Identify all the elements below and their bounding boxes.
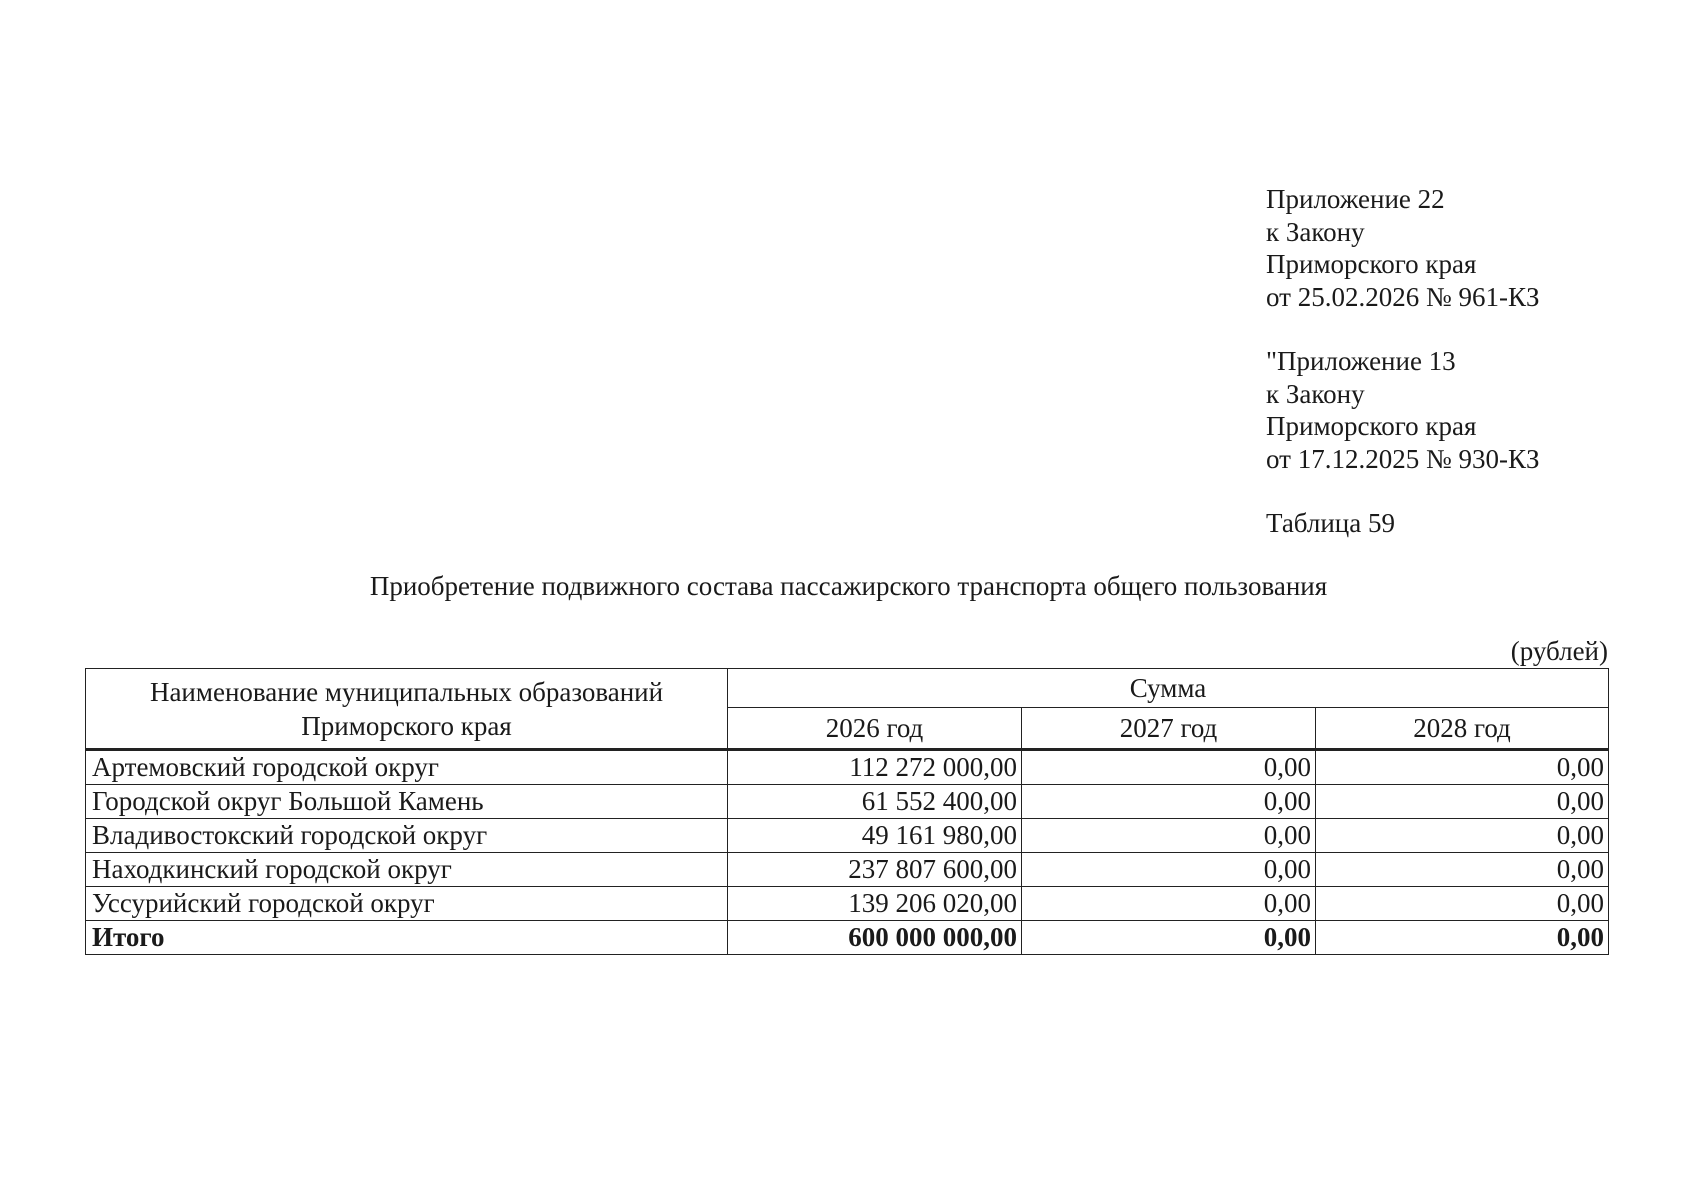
header-sum: Сумма: [728, 669, 1609, 708]
header-year-2026: 2026 год: [728, 708, 1022, 750]
appendix-original-line1: "Приложение 13: [1266, 346, 1456, 376]
table-row: [86, 750, 1609, 785]
total-2027: 0,00: [1022, 921, 1316, 955]
municipality-name: Городской округ Большой Камень: [86, 785, 728, 819]
units-label: (рублей): [1510, 636, 1608, 666]
budget-table: [85, 668, 1609, 955]
appendix-current-line3: Приморского края: [1266, 249, 1477, 279]
appendix-current-line4: от 25.02.2026 № 961-КЗ: [1266, 281, 1540, 312]
appendix-current-line2: к Закону: [1266, 216, 1365, 247]
total-2028: 0,00: [1316, 921, 1609, 955]
amount-2028: 0,00: [1316, 750, 1609, 785]
header-year-2027: 2027 год: [1022, 708, 1316, 750]
total-row: [86, 921, 1609, 955]
document-title: Приобретение подвижного состава пассажирского транспорта общего пользования: [369, 571, 1328, 601]
appendix-original-line4: от 17.12.2025 № 930-КЗ: [1266, 443, 1540, 474]
amount-2027: 0,00: [1022, 853, 1316, 887]
table-row: [86, 853, 1609, 887]
amount-2028: 0,00: [1316, 887, 1609, 921]
amount-2026: 112 272 000,00: [728, 750, 1022, 785]
amount-2028: 0,00: [1316, 785, 1609, 819]
header-municipality: Наименование муниципальных образований Приморского края: [86, 669, 728, 750]
municipality-name: Уссурийский городской округ: [86, 887, 728, 921]
appendix-original-line3: Приморского края: [1266, 411, 1477, 441]
table-row: [86, 785, 1609, 819]
amount-2027: 0,00: [1022, 887, 1316, 921]
table-row: [86, 887, 1609, 921]
amount-2028: 0,00: [1316, 853, 1609, 887]
amount-2027: 0,00: [1022, 750, 1316, 785]
amount-2026: 139 206 020,00: [728, 887, 1022, 921]
amount-2027: 0,00: [1022, 819, 1316, 853]
municipality-name: Владивостокский городской округ: [86, 819, 728, 853]
appendix-original: [1266, 345, 1539, 475]
header-year-2028: 2028 год: [1316, 708, 1609, 750]
total-2026: 600 000 000,00: [728, 921, 1022, 955]
table-row: [86, 819, 1609, 853]
amount-2028: 0,00: [1316, 819, 1609, 853]
amount-2026: 49 161 980,00: [728, 819, 1022, 853]
amount-2026: 61 552 400,00: [728, 785, 1022, 819]
appendix-current: [1266, 183, 1539, 313]
municipality-name: Находкинский городской округ: [86, 853, 728, 887]
total-label: Итого: [86, 921, 728, 955]
amount-2026: 237 807 600,00: [728, 853, 1022, 887]
appendix-current-line1: Приложение 22: [1266, 184, 1445, 214]
table-label: Таблица 59: [1266, 508, 1395, 538]
municipality-name: Артемовский городской округ: [86, 750, 728, 785]
appendix-header: [1266, 183, 1539, 540]
amount-2027: 0,00: [1022, 785, 1316, 819]
appendix-original-line2: к Закону: [1266, 378, 1365, 409]
